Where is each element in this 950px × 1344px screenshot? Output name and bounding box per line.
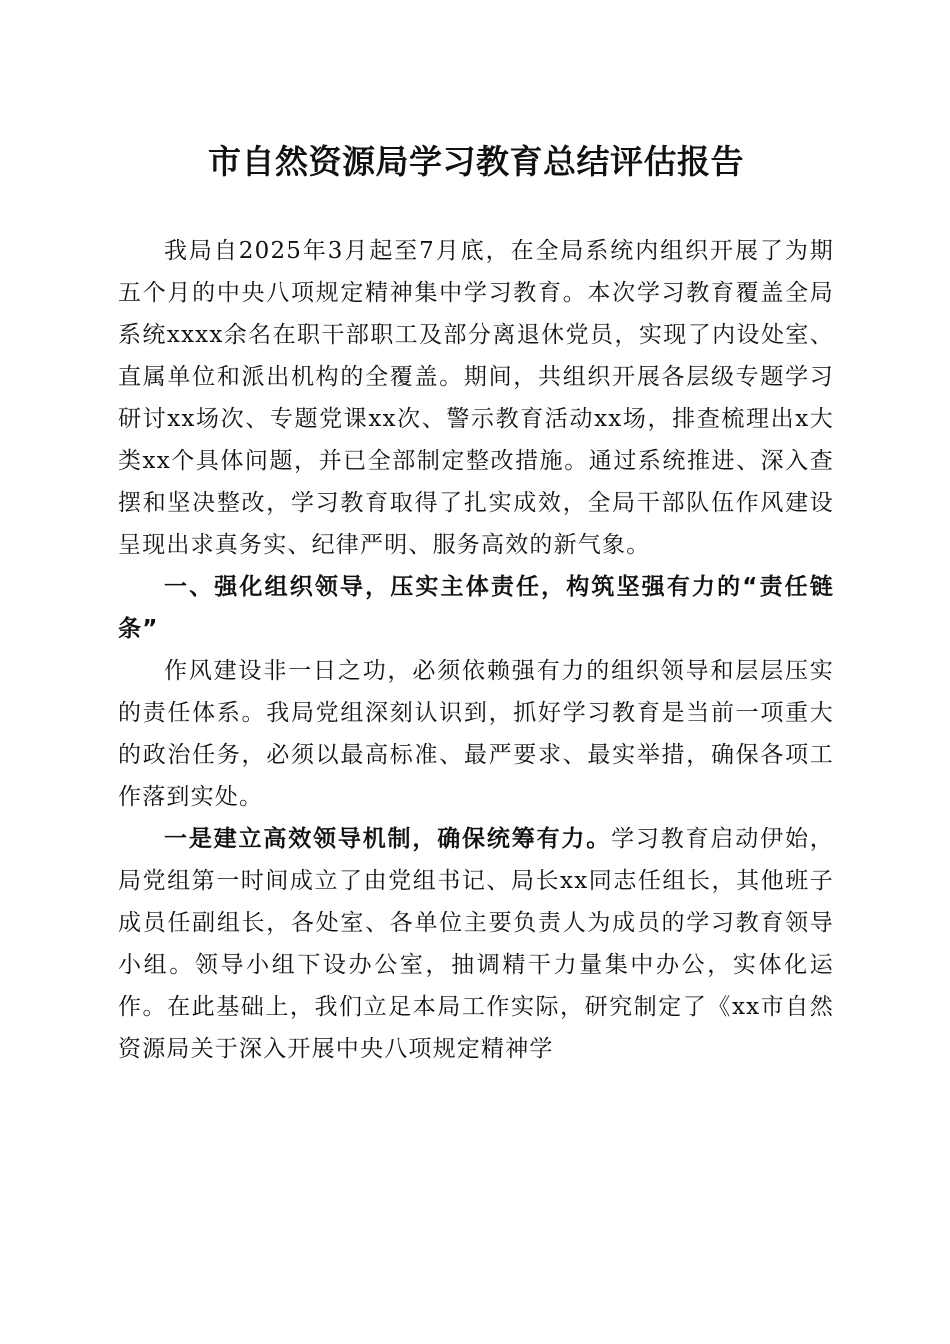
- point-1-lead: 一是建立高效领导机制，确保统筹有力。: [164, 826, 612, 852]
- intro-paragraph: 我局自2025年3月起至7月底，在全局系统内组织开展了为期五个月的中央八项规定精神集中学习教育。本次学习教育覆盖全局系统xxxx余名在职干部职工及部分离退休党员，实现了内设处室、直属单位和派出机构的全覆盖。期间，共组织开展各层级专题学习研讨xx场次、专题党课xx次、警示教育活动xx场，排查梳理出x大类xx个具体问题，并已全部制定整改措施。通过系统推进、深入查摆和坚决整改，学习教育取得了扎实成效，全局干部队伍作风建设呈现出求真务实、纪律严明、服务高效的新气象。: [118, 238, 834, 558]
- section-1-heading: 一、强化组织领导，压实主体责任，构筑坚强有力的“责任链条”: [118, 574, 834, 642]
- section-1-paragraph: 作风建设非一日之功，必须依赖强有力的组织领导和层层压实的责任体系。我局党组深刻认识到，抓好学习教育是当前一项重大的政治任务，必须以最高标准、最严要求、最实举措，确保各项工作落到实处。: [118, 658, 834, 810]
- point-1-paragraph: [118, 818, 834, 1070]
- point-1-body: 学习教育启动伊始，局党组第一时间成立了由党组书记、局长xx同志任组长，其他班子成员任副组长，各处室、各单位主要负责人为成员的学习教育领导小组。领导小组下设办公室，抽调精干力量集中办公，实体化运作。在此基础上，我们立足本局工作实际，研究制定了《xx市自然资源局关于深入开展中央八项规定精神学: [118, 826, 834, 1062]
- document-page: [118, 135, 834, 1070]
- document-title: 市自然资源局学习教育总结评估报告: [208, 142, 744, 181]
